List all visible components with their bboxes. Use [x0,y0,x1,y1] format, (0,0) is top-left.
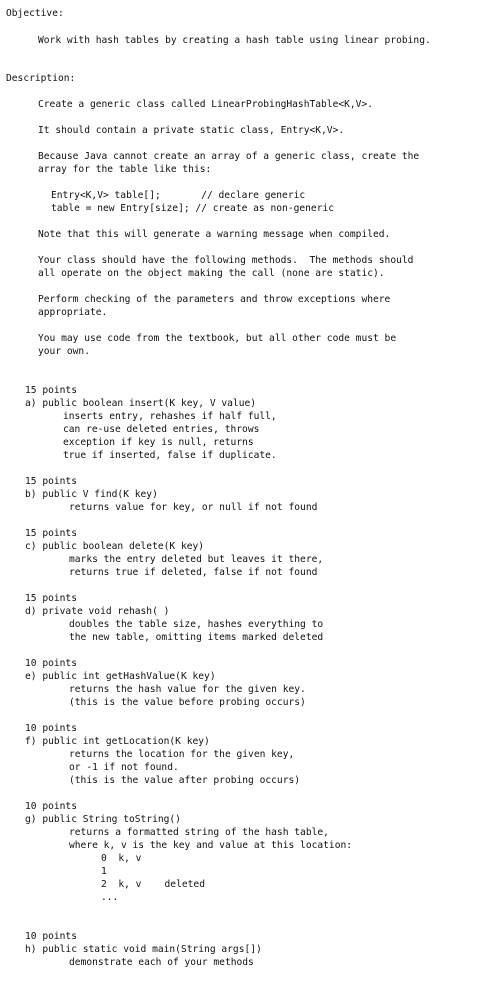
method-signature: b) public V find(K key) [25,489,158,500]
description-p3-line: Because Java cannot create an array of a generic class, create the [38,151,420,162]
description-p6-line: Perform checking of the parameters and throw exceptions where [38,294,391,305]
example-row: 2 k, v deleted [101,879,205,890]
description-p7-line: You may use code from the textbook, but all other code must be [38,333,397,344]
method-signature: d) private void rehash( ) [25,606,170,617]
method-points: 15 points [25,528,77,539]
description-p2: It should contain a private static class, Entry<K,V>. [38,125,345,136]
method-signature: e) public int getHashValue(K key) [25,671,216,682]
method-points: 10 points [25,723,77,734]
method-points: 10 points [25,658,77,669]
method-detail: doubles the table size, hashes everything to [69,619,324,630]
method-points: 15 points [25,476,77,487]
example-row: ... [101,892,119,903]
code-line: table = new Entry[size]; // create as non-generic [51,203,335,214]
method-points: 15 points [25,593,77,604]
method-points: 15 points [25,385,77,396]
description-p1: Create a generic class called LinearProbingHashTable<K,V>. [38,99,374,110]
description-p6-line: appropriate. [38,307,108,318]
code-line: Entry<K,V> table[]; // declare generic [51,190,306,201]
method-detail: (this is the value after probing occurs) [69,775,301,786]
example-row: 0 k, v [101,853,142,864]
method-signature: f) public int getLocation(K key) [25,736,210,747]
method-detail: (this is the value before probing occurs) [69,697,306,708]
method-signature: h) public static void main(String args[]) [25,944,262,955]
method-signature: c) public boolean delete(K key) [25,541,205,552]
objective-heading: Objective: [6,8,64,19]
method-detail: returns the hash value for the given key. [69,684,306,695]
description-p4: Note that this will generate a warning message when compiled. [38,229,391,240]
method-detail: the new table, omitting items marked deleted [69,632,324,643]
method-detail: exception if key is null, returns [63,437,254,448]
method-detail: true if inserted, false if duplicate. [63,450,277,461]
method-detail: inserts entry, rehashes if half full, [63,411,277,422]
description-p5-line: Your class should have the following methods. The methods should [38,255,414,266]
method-detail: marks the entry deleted but leaves it there, [69,554,324,565]
method-detail: where k, v is the key and value at this location: [69,840,353,851]
method-detail: returns true if deleted, false if not found [69,567,318,578]
method-detail: returns value for key, or null if not found [69,502,318,513]
description-p5-line: all operate on the object making the call (none are static). [38,268,385,279]
description-p7-line: your own. [38,346,90,357]
method-points: 10 points [25,931,77,942]
description-p3-line: array for the table like this: [38,164,212,175]
method-detail: returns a formatted string of the hash table, [69,827,329,838]
method-signature: g) public String toString() [25,814,181,825]
example-row: 1 [101,866,107,877]
description-heading: Description: [6,73,76,84]
method-detail: or -1 if not found. [69,762,179,773]
method-detail: returns the location for the given key, [69,749,295,760]
method-detail: demonstrate each of your methods [69,957,254,968]
method-signature: a) public boolean insert(K key, V value) [25,398,257,409]
objective-text: Work with hash tables by creating a hash table using linear probing. [38,35,431,46]
method-detail: can re-use deleted entries, throws [63,424,260,435]
method-points: 10 points [25,801,77,812]
